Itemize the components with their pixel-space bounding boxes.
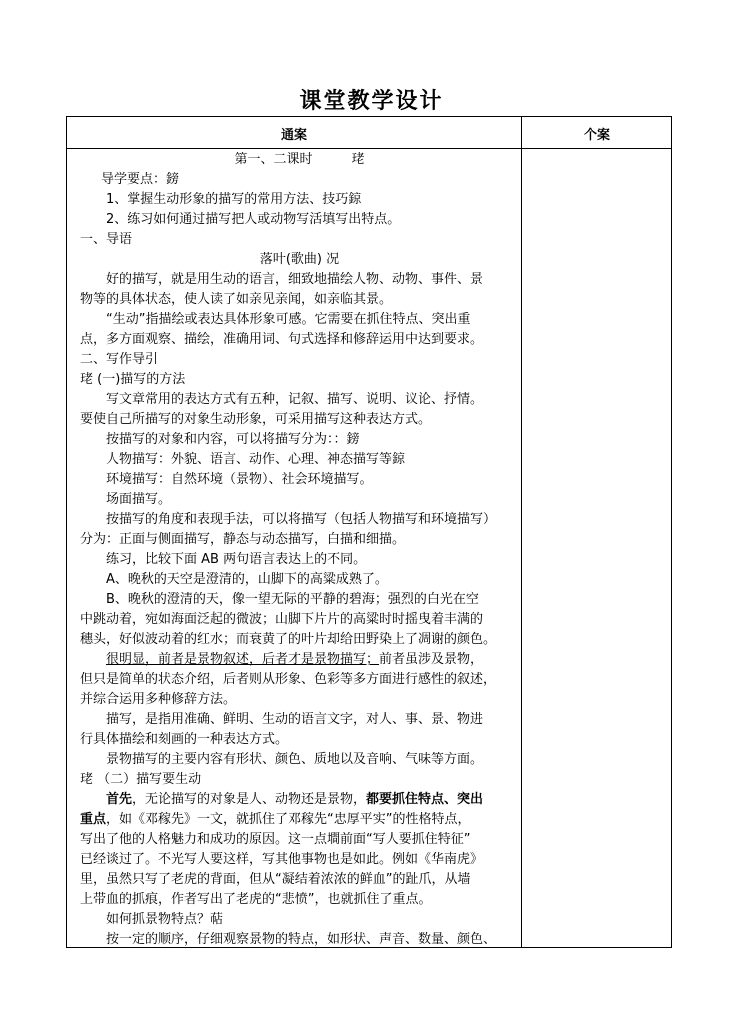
text-line: 上带血的抓痕，作者写出了老虎的“悲愤”，也就抓住了重点。	[80, 892, 432, 907]
text-line: 练习，比较下面 AB 两句语言表达上的不同。	[106, 552, 367, 567]
text-line: 描写，是指用准确、鲜明、生动的语言文字，对人、事、景、物进	[106, 712, 484, 727]
text-line: “生动”指描绘或表达具体形象可感。它需要在抓住特点、突出重	[106, 312, 471, 327]
text-line: 穗头，好似波动着的红水；而衰黄了的叶片却给田野染上了凋谢的颜色。	[80, 632, 497, 647]
text-line: 要使自己所描写的对象生动形象，可采用描写这种表达方式。	[80, 412, 432, 427]
text-line: 第一、二课时 珯	[234, 152, 365, 167]
text-line: 场面描写。	[106, 492, 172, 507]
text-line: 中跳动着，宛如海面泛起的微波；山脚下片片的高粱时时摇曳着丰满的	[80, 612, 484, 627]
subsection-heading: 珯 (一)描写的方法	[80, 372, 186, 387]
text-line: 如何抓景物特点？萜	[106, 912, 224, 927]
column-divider	[521, 117, 522, 947]
text-line: 很明显，前者是景物叙述，后者才是景物描写；前者虽涉及景物，	[106, 652, 484, 667]
text-line: 里，虽然只写了老虎的背面，但从“凝结着浓浓的鲜血”的趾爪，从墙	[80, 872, 471, 887]
text-line: 并综合运用多种修辞方法。	[80, 692, 237, 707]
text-line: 重点，如《邓稼先》一文，就抓住了邓稼先“忠厚平实”的性格特点，	[80, 812, 471, 827]
text-line: 好的描写，就是用生动的语言，细致地描绘人物、动物、事件、景	[106, 272, 484, 287]
header-divider	[67, 148, 671, 149]
bold-text: 重点	[80, 812, 107, 827]
text-line: B、晚秋的澄清的天，像一望无际的平静的碧海；强烈的白光在空	[106, 592, 479, 607]
bold-text: 都要抓住特点、突出	[366, 792, 484, 807]
text-line: 按一定的顺序，仔细观察景物的特点，如形状、声音、数量、颜色、	[106, 932, 497, 947]
text-line: 写文章常用的表达方式有五种，记叙、描写、说明、议论、抒情。	[106, 392, 484, 407]
page-title: 课堂教学设计	[299, 89, 444, 114]
underlined-text: 很明显，前者是景物叙述，后者才是景物描写；	[106, 652, 380, 667]
text-line: 点，多方面观察、描绘，准确用词、句式选择和修辞运用中达到要求。	[80, 332, 484, 347]
text-line: 写出了他的人格魅力和成功的原因。这一点墹前面“写人要抓住特征”	[80, 832, 471, 847]
subsection-heading: 珯 （二）描写要生动	[80, 772, 202, 787]
text-line: 但只是简单的状态介绍，后者则从形象、色彩等多方面进行感性的叙述，	[80, 672, 497, 687]
text-line: 按描写的角度和表现手法，可以将描写（包括人物描写和环境描写）	[106, 512, 497, 527]
text-line: 落叶(歌曲) 况	[259, 252, 340, 267]
bold-text: 首先	[106, 792, 133, 807]
text-line: 已经谈过了。不光写人要这样，写其他事物也是如此。例如《华南虎》	[80, 852, 484, 867]
text-line: 环境描写：自然环境（景物）、社会环境描写。	[106, 472, 373, 487]
section-heading: 一、导语	[80, 232, 133, 247]
section-heading: 二、写作导引	[80, 352, 159, 367]
text-line: 首先，无论描写的对象是人、动物还是景物，都要抓住特点、突出	[106, 792, 484, 807]
text-line: A、晚秋的天空是澄清的，山脚下的高粱成熟了。	[106, 572, 388, 587]
lesson-content	[80, 150, 519, 950]
text-line: 景物描写的主要内容有形状、颜色、质地以及音响、气味等方面。	[106, 752, 484, 767]
text-line: 按描写的对象和内容，可以将描写分为：：鎊	[106, 432, 360, 447]
header-general-plan: 通案	[280, 128, 307, 143]
header-individual-plan: 个案	[583, 128, 610, 143]
text-line: 人物描写：外貌、语言、动作、心理、神态描写等鍄	[106, 452, 406, 467]
text-line: 行具体描绘和刻画的一种表达方式。	[80, 732, 289, 747]
text-line: 2、练习如何通过描写把人或动物写活填写出特点。	[106, 212, 401, 227]
text-line: 导学要点：鎊	[101, 172, 180, 187]
text-line: 物等的具体状态，使人读了如亲见亲闻，如亲临其景。	[80, 292, 393, 307]
text-line: 1、掌握生动形象的描写的常用方法、技巧鍄	[106, 192, 362, 207]
text-line: 分为：正面与侧面描写，静态与动态描写，白描和细描。	[80, 532, 406, 547]
